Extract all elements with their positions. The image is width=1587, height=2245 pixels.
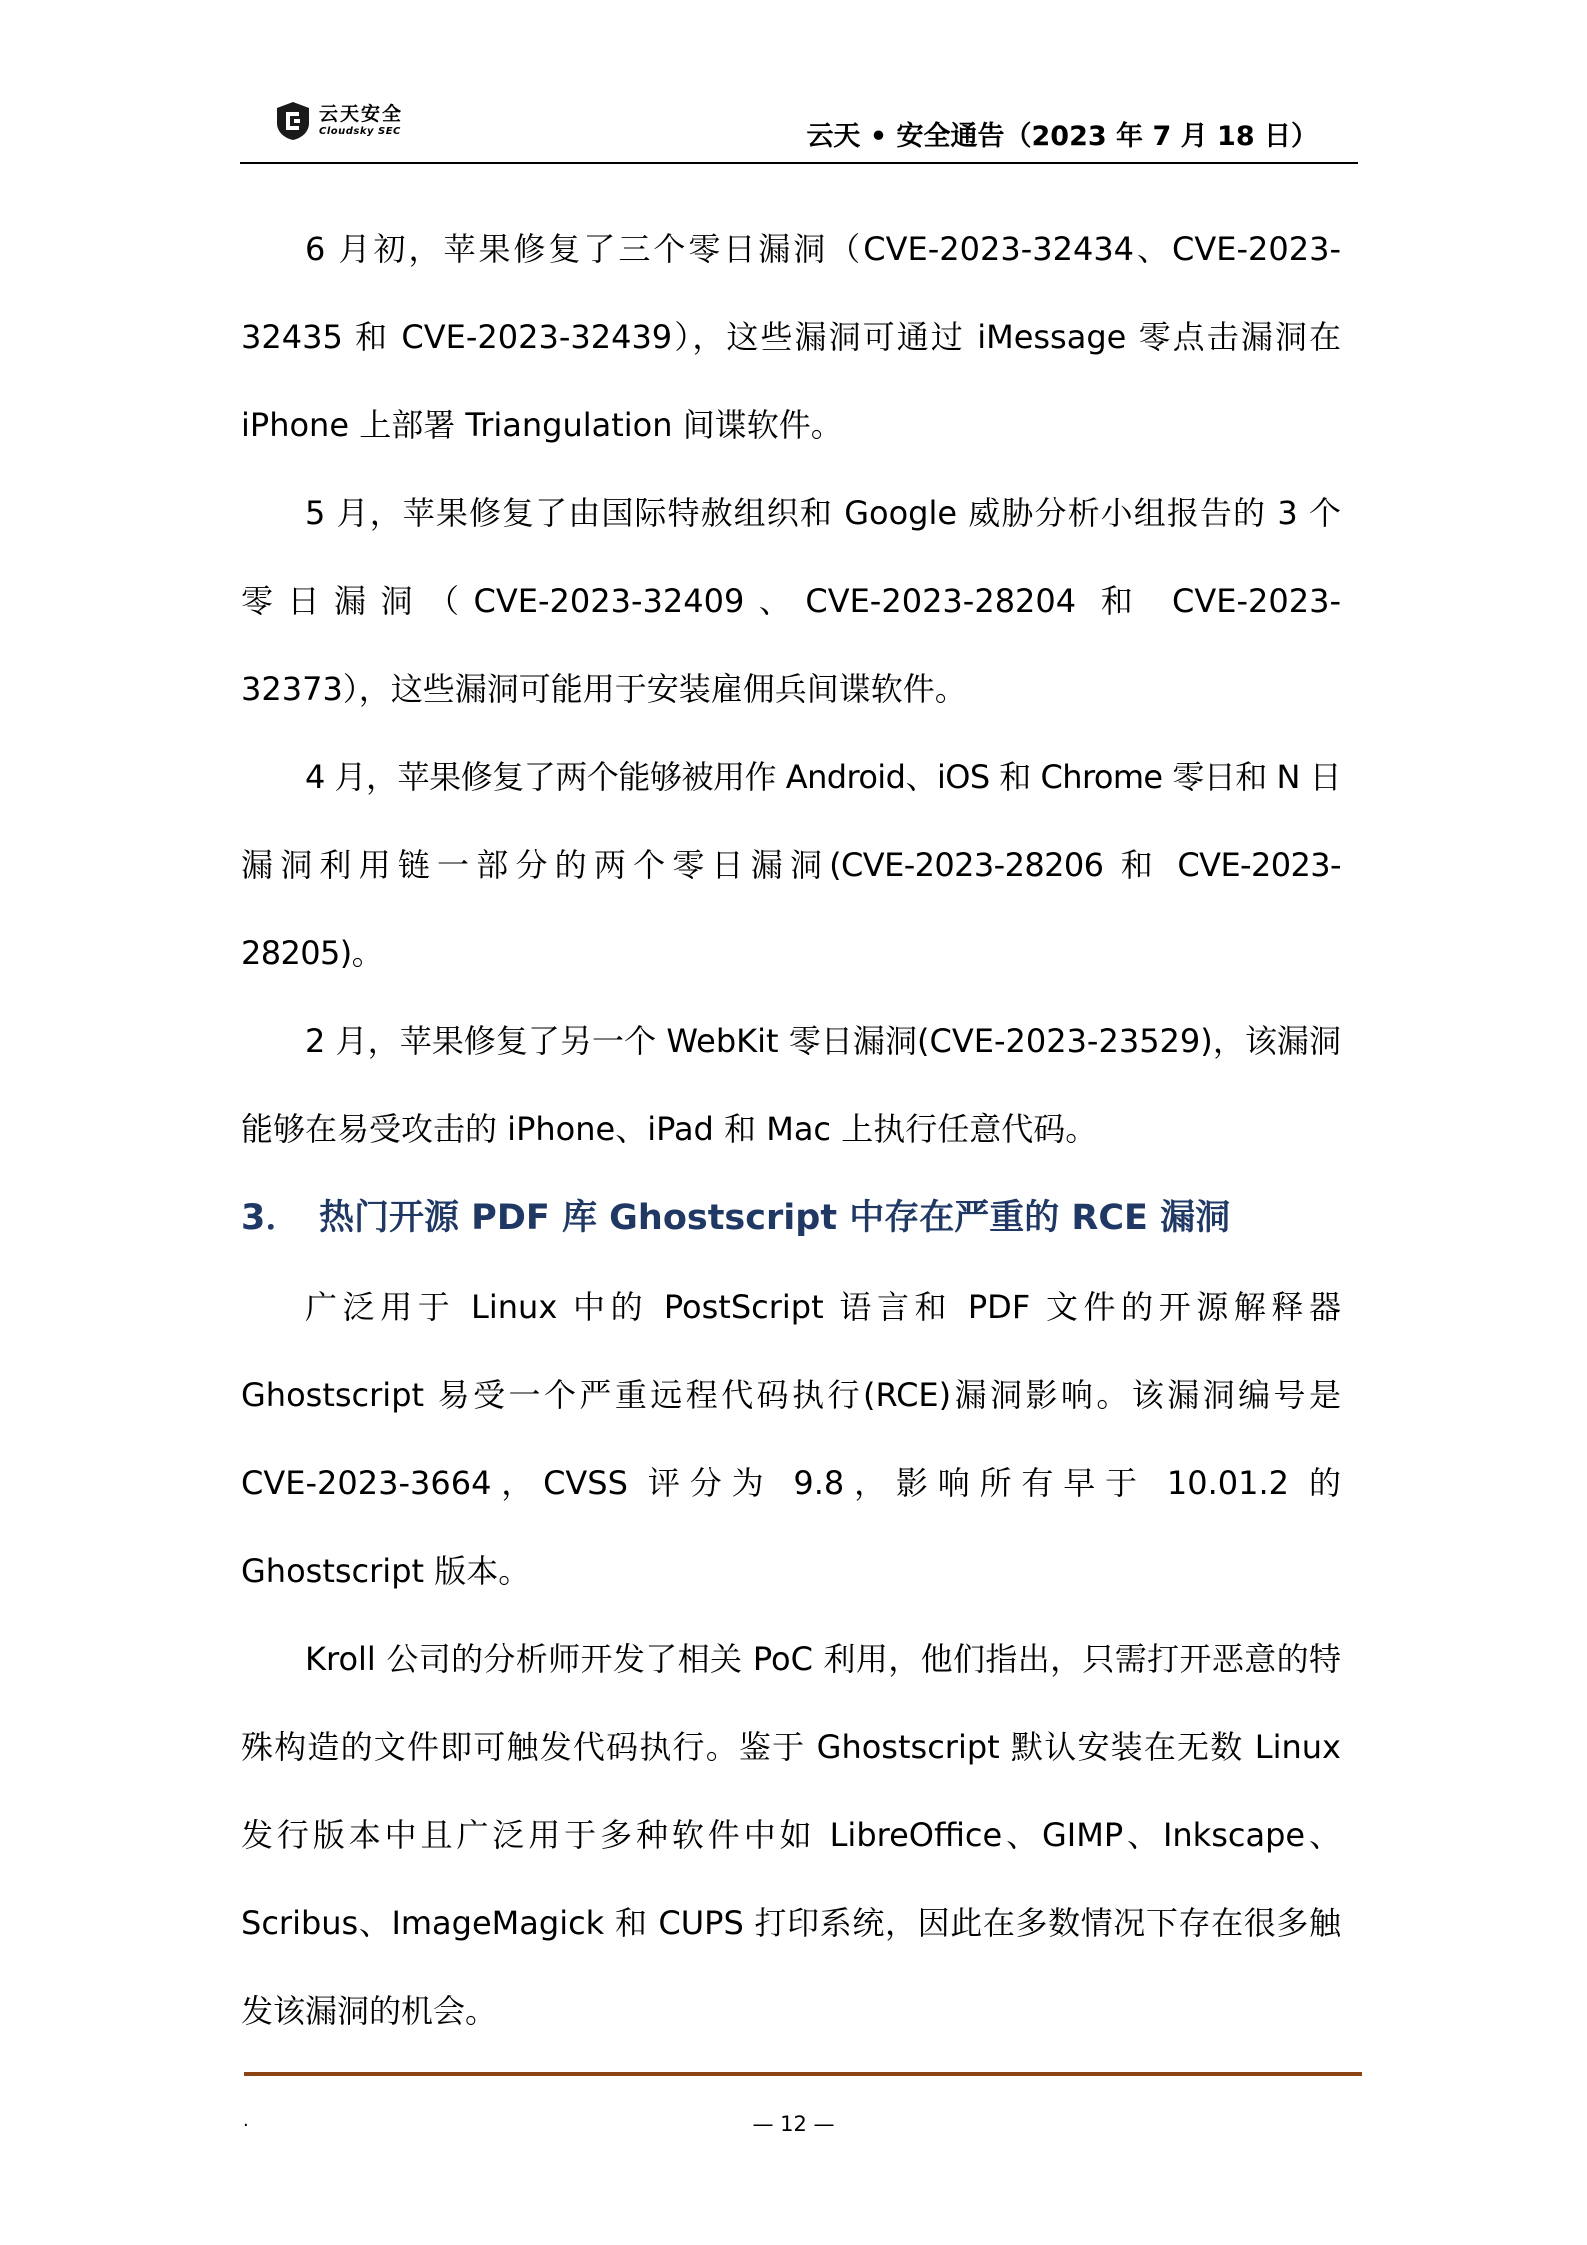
paragraph-may: 5 月，苹果修复了由国际特赦组织和 Google 威胁分析小组报告的 3 个零日漏洞（CVE-2023-32409、CVE-2023-28204 和 CVE-2023-32373），这些漏洞可能用于安装雇佣兵间谍软件。 xyxy=(241,494,1341,708)
paragraph-june: 6 月初，苹果修复了三个零日漏洞（CVE-2023-32434、CVE-2023-32435 和 CVE-2023-32439），这些漏洞可通过 iMessage 零点击漏洞在 iPhone 上部署 Triangulation 间谍软件。 xyxy=(241,230,1341,444)
logo-name-en: Cloudsky SEC xyxy=(319,126,401,137)
section-title: 热门开源 PDF 库 Ghostscript 中存在严重的 RCE 漏洞 xyxy=(319,1198,1231,1238)
footer-dot: . xyxy=(243,2110,249,2131)
document-body xyxy=(241,205,1341,2055)
section-heading xyxy=(241,1173,1341,1263)
paragraph-april: 4 月，苹果修复了两个能够被用作 Android、iOS 和 Chrome 零日和 N 日漏洞利用链一部分的两个零日漏洞(CVE-2023-28206 和 CVE-2023-28205)。 xyxy=(241,758,1341,972)
footer-divider xyxy=(244,2072,1362,2076)
paragraph-ghostscript-poc: Kroll 公司的分析师开发了相关 PoC 利用，他们指出，只需打开恶意的特殊构造的文件即可触发代码执行。鉴于 Ghostscript 默认安装在无数 Linux 发行版本中且广泛用于多种软件中如 LibreOffice、GIMP、Inkscape、Scribus、ImageMagick 和 CUPS 打印系统，因此在多数情况下存在很多触发该漏洞的机会。 xyxy=(241,1640,1341,2030)
company-logo xyxy=(275,96,403,146)
paragraph-ghostscript-intro: 广泛用于 Linux 中的 PostScript 语言和 PDF 文件的开源解释器 Ghostscript 易受一个严重远程代码执行(RCE)漏洞影响。该漏洞编号是 CVE-2023-3664，CVSS 评分为 9.8，影响所有早于 10.01.2 的 Ghostscript 版本。 xyxy=(241,1288,1341,1590)
section-number: 3． xyxy=(241,1198,301,1238)
page-header xyxy=(240,92,1358,164)
page-number: — 12 — xyxy=(752,2112,835,2136)
header-title: 云天 • 安全通告（2023 年 7 月 18 日） xyxy=(806,121,1318,152)
paragraph-february: 2 月，苹果修复了另一个 WebKit 零日漏洞(CVE-2023-23529)，该漏洞能够在易受攻击的 iPhone、iPad 和 Mac 上执行任意代码。 xyxy=(241,1022,1341,1148)
shield-logo-icon xyxy=(275,101,311,141)
logo-name-cn: 云天安全 xyxy=(319,103,404,125)
